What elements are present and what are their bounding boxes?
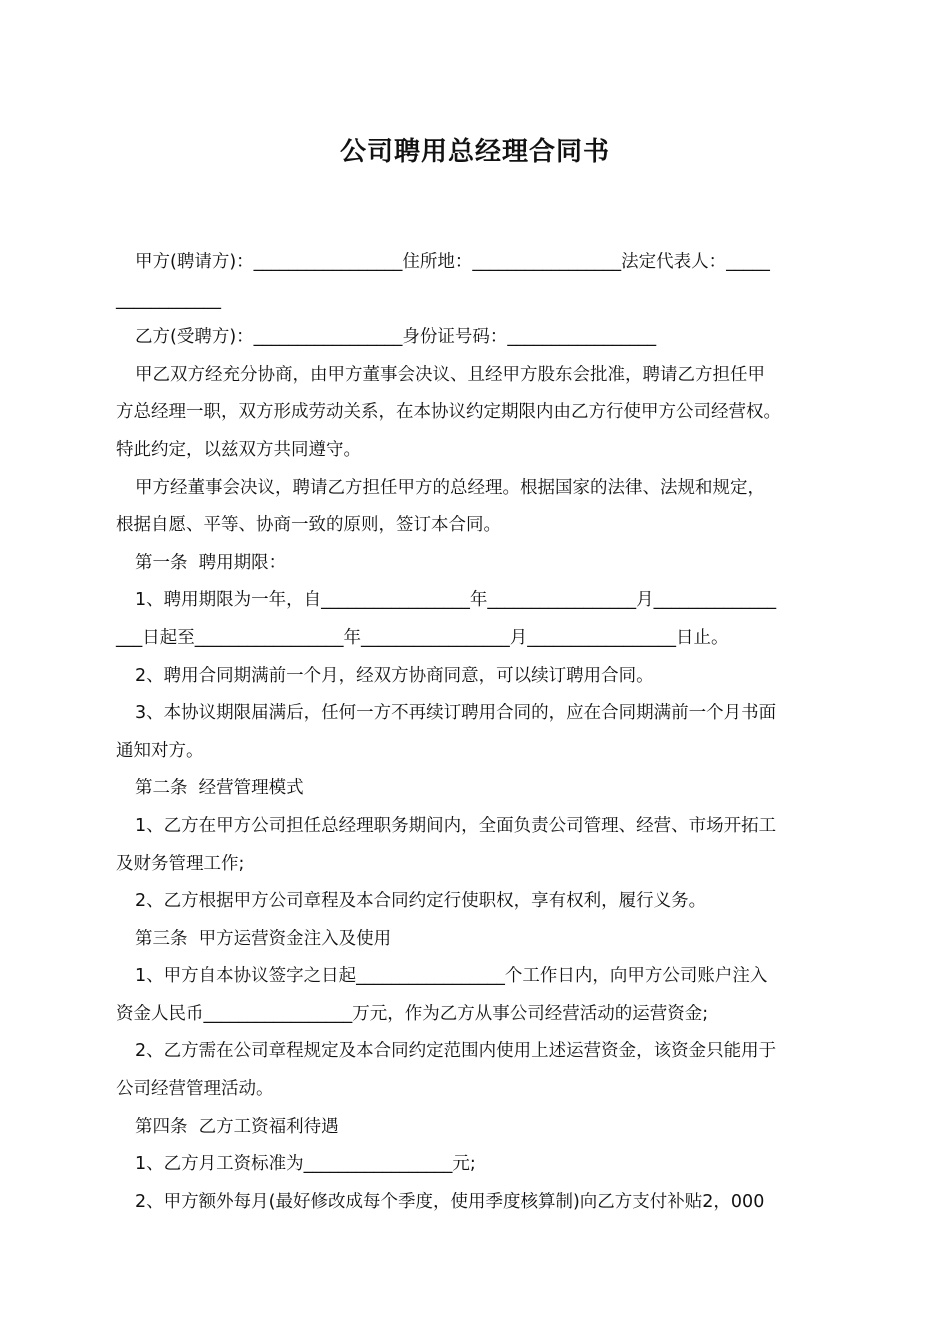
article-2-heading: 第二条 经营管理模式 [135,778,304,799]
article-3-clause: 2、乙方需在公司章程规定及本合同约定范围内使用上述运营资金，该资金只能用于 [135,1041,777,1062]
article-3-heading: 第三条 甲方运营资金注入及使用 [135,928,392,949]
article-4-heading: 第四条 乙方工资福利待遇 [135,1116,339,1137]
preamble-line: 甲乙双方经充分协商，由甲方董事会决议、且经甲方股东会批准，聘请乙方担任甲 [135,364,765,385]
document-title: 公司聘用总经理合同书 [339,137,610,167]
preamble-line: 根据自愿、平等、协商一致的原则，签订本合同。 [116,515,501,536]
party-a-line-continued: ____________ [116,289,221,310]
article-4-clause: 2、甲方额外每月(最好修改成每个季度，使用季度核算制)向乙方支付补贴2，000 [135,1191,765,1212]
article-4-clause: 1、乙方月工资标准为_________________元; [135,1154,476,1175]
article-2-clause: 1、乙方在甲方公司担任总经理职务期间内，全面负责公司管理、经营、市场开拓工 [135,815,777,836]
preamble-line: 甲方经董事会决议，聘请乙方担任甲方的总经理。根据国家的法律、法规和规定， [135,477,765,498]
article-2-clause: 及财务管理工作; [116,853,245,874]
article-1-clause: 1、聘用期限为一年，自_________________年_________________月______________ [135,590,777,611]
article-2-clause: 2、乙方根据甲方公司章程及本合同约定行使职权，享有权利，履行义务。 [135,891,707,912]
article-3-clause: 1、甲方自本协议签字之日起_________________个工作日内，向甲方公司账户注入 [135,966,768,987]
preamble-line: 方总经理一职，双方形成劳动关系，在本协议约定期限内由乙方行使甲方公司经营权。 [116,402,781,423]
party-a-line: 甲方(聘请方)：_________________住所地：_________________法定代表人：_____ [135,252,770,272]
article-1-clause: 3、本协议期限届满后，任何一方不再续订聘用合同的，应在合同期满前一个月书面 [135,703,777,724]
contract-body [116,244,838,1221]
article-1-heading: 第一条 聘用期限： [135,552,287,573]
article-3-clause: 资金人民币_________________万元，作为乙方从事公司经营活动的运营资金; [116,1003,709,1024]
party-b-line: 乙方(受聘方)：_________________身份证号码：_________________ [135,327,657,348]
article-1-clause: 2、聘用合同期满前一个月，经双方协商同意，可以续订聘用合同。 [135,665,654,686]
article-3-clause: 公司经营管理活动。 [116,1079,274,1100]
preamble-line: 特此约定，以兹双方共同遵守。 [116,439,361,460]
article-1-clause: ___日起至_________________年_________________月_________________日止。 [116,627,729,648]
article-1-clause: 通知对方。 [116,740,204,761]
